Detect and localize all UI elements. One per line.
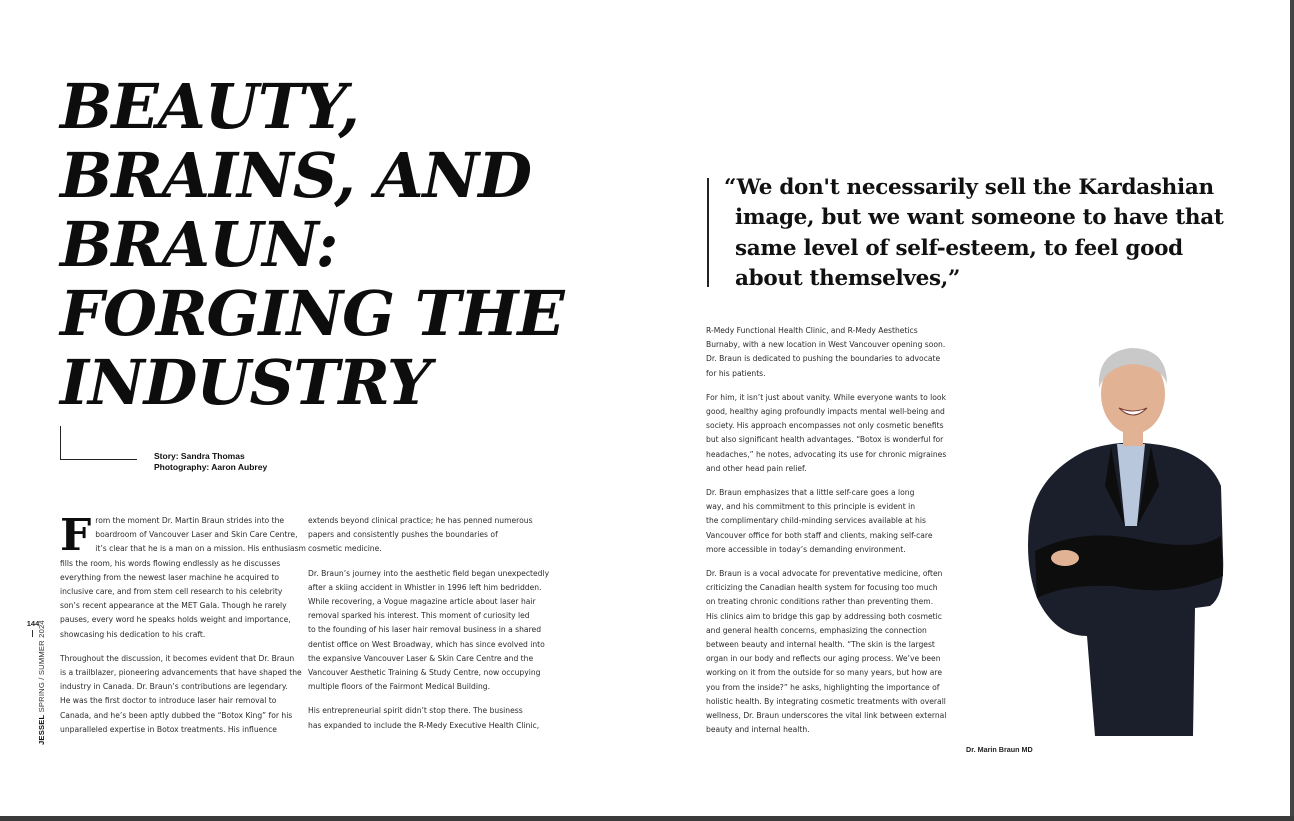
text-line: you from the inside?” he asks, highlighting the importance of bbox=[706, 682, 940, 692]
text-line: the expansive Vancouver Laser & Skin Care Centre and the bbox=[308, 653, 534, 663]
paragraph bbox=[308, 514, 553, 557]
text-line: way, and his commitment to this principle is evident in bbox=[706, 502, 916, 512]
text-line: organ in our body and reflects our aging process. We’ve been bbox=[706, 654, 941, 664]
title-line: FORGING THE bbox=[60, 277, 564, 350]
text-line: unparalleled expertise in Botox treatments. His influence bbox=[60, 724, 277, 734]
text-line: society. His approach encompasses not only cosmetic benefits bbox=[706, 421, 944, 431]
text-line: Burnaby, with a new location in West Vancouver opening soon. bbox=[706, 340, 946, 350]
paragraph bbox=[706, 391, 951, 476]
text-line: the complimentary child-minding services available at his bbox=[706, 516, 926, 526]
paragraph bbox=[308, 704, 553, 732]
text-line: after a skiing accident in Whistler in 1996 left him bedridden. bbox=[308, 582, 542, 592]
text-line: fills the room, his words flowing endlessly as he discusses bbox=[60, 558, 281, 568]
paragraph bbox=[706, 486, 951, 557]
running-head-text bbox=[37, 620, 46, 745]
issue-label: SPRING / SUMMER 2024 bbox=[37, 620, 46, 715]
photo-caption: Dr. Marin Braun MD bbox=[966, 745, 1033, 754]
text-line: dentist office on West Broadway, which has since evolved into bbox=[308, 639, 545, 649]
text-line: has expanded to include the R-Medy Executive Health Clinic, bbox=[308, 720, 540, 730]
bottom-rule bbox=[0, 816, 1294, 821]
pullquote-rule bbox=[707, 178, 709, 287]
photography-credit: Photography: Aaron Aubrey bbox=[154, 462, 268, 472]
text-line: industry in Canada. Dr. Braun’s contributions are legendary. bbox=[60, 682, 288, 692]
title-line: BEAUTY, bbox=[60, 70, 359, 143]
text-line: extends beyond clinical practice; he has penned numerous bbox=[308, 516, 533, 525]
text-line: good, healthy aging profoundly impacts mental well-being and bbox=[706, 407, 945, 417]
portrait-photo bbox=[1025, 336, 1225, 736]
text-line: Vancouver Aesthetic Training & Study Centre, now occupying bbox=[308, 668, 541, 678]
text-line: Dr. Braun’s journey into the aesthetic field began unexpectedly bbox=[308, 568, 550, 578]
pullquote-line: “We don't necessarily sell the Kardashian bbox=[724, 175, 1214, 200]
text-line: For him, it isn’t just about vanity. While everyone wants to look bbox=[706, 392, 946, 402]
text-line: Vancouver office for both staff and clients, making self-care bbox=[706, 530, 933, 540]
text-line: multiple floors of the Fairmont Medical Building. bbox=[308, 682, 490, 692]
text-line: to the founding of his laser hair removal business in a shared bbox=[308, 625, 542, 635]
text-line: He was the first doctor to introduce laser hair removal to bbox=[60, 696, 277, 706]
text-line: and other head pain relief. bbox=[706, 463, 807, 473]
magazine-name: JESSEL bbox=[37, 714, 46, 745]
pullquote-line: image, but we want someone to have that bbox=[735, 205, 1224, 231]
text-line: criticizing the Canadian health system for focusing too much bbox=[706, 583, 938, 593]
text-line: holistic health. By integrating cosmetic treatments with overall bbox=[706, 696, 946, 706]
text-line: While recovering, a Vogue magazine article about laser hair bbox=[308, 597, 536, 607]
text-line: R-Medy Functional Health Clinic, and R-Medy Aesthetics bbox=[706, 326, 918, 335]
text-line: beauty and internal health. bbox=[706, 725, 810, 735]
text-line: everything from the newest laser machine he acquired to bbox=[60, 572, 280, 582]
text-line: between beauty and internal health. “The skin is the largest bbox=[706, 640, 935, 650]
text-line: Canada, and he’s been aptly dubbed the “Botox King” for his bbox=[60, 710, 293, 720]
text-line: more accessible in today’s demanding environment. bbox=[706, 544, 906, 554]
text-line: Dr. Braun emphasizes that a little self-care goes a long bbox=[706, 488, 915, 498]
article-title bbox=[60, 72, 620, 417]
title-line: INDUSTRY bbox=[60, 346, 431, 419]
text-line: son’s recent appearance at the MET Gala. Though he rarely bbox=[60, 601, 287, 611]
text-line: Throughout the discussion, it becomes evident that Dr. Braun bbox=[60, 653, 295, 663]
text-line: wellness, Dr. Braun underscores the vital link between external bbox=[706, 711, 947, 721]
pullquote-line: about themselves,” bbox=[735, 266, 961, 292]
story-credit: Story: Sandra Thomas bbox=[154, 451, 245, 461]
paragraph bbox=[706, 567, 951, 737]
page-edge bbox=[1290, 0, 1294, 816]
body-column-2 bbox=[308, 514, 553, 743]
text-line: for his patients. bbox=[706, 368, 766, 378]
text-line: but also significant health advantages. “Botox is wonderful for bbox=[706, 435, 944, 445]
pullquote-line: same level of self-esteem, to feel good bbox=[735, 235, 1183, 261]
text-line: pauses, every word he speaks holds weight and importance, bbox=[60, 615, 291, 625]
folio-divider bbox=[32, 630, 33, 637]
drop-cap: F bbox=[60, 510, 92, 561]
running-head bbox=[37, 620, 47, 745]
text-line: removal sparked his interest. This moment of curiosity led bbox=[308, 611, 530, 621]
text-line: Dr. Braun is a vocal advocate for preventative medicine, often bbox=[706, 569, 943, 579]
text-line: it’s clear that he is a man on a mission. His enthusiasm bbox=[95, 544, 306, 554]
paragraph bbox=[308, 567, 553, 695]
text-line: papers and consistently pushes the boundaries of bbox=[308, 530, 498, 540]
body-column-3 bbox=[706, 324, 951, 747]
hand bbox=[1051, 550, 1079, 566]
text-line: His clinics aim to bridge this gap by addressing both cosmetic bbox=[706, 611, 942, 621]
body-column-1 bbox=[60, 510, 306, 747]
title-line: BRAUN: bbox=[60, 208, 338, 281]
pullquote bbox=[724, 173, 1224, 295]
text-line: boardroom of Vancouver Laser and Skin Care Centre, bbox=[95, 530, 298, 540]
text-line: headaches,” he notes, advocating its use for chronic migraines bbox=[706, 449, 947, 459]
paragraph bbox=[60, 652, 300, 737]
text-line: on treating chronic conditions rather than preventing them. bbox=[706, 597, 934, 607]
text-line: rom the moment Dr. Martin Braun strides into the bbox=[95, 516, 285, 525]
title-line: BRAINS, AND bbox=[60, 139, 531, 212]
credits bbox=[154, 451, 267, 473]
text-line: His entrepreneurial spirit didn’t stop there. The business bbox=[308, 706, 523, 716]
text-line: and general health concerns, emphasizing the connection bbox=[706, 625, 927, 635]
text-line: cosmetic medicine. bbox=[308, 544, 382, 554]
text-line: Dr. Braun is dedicated to pushing the boundaries to advocate bbox=[706, 354, 941, 364]
text-line: showcasing his dedication to his craft. bbox=[60, 629, 206, 639]
credit-bracket bbox=[60, 426, 137, 460]
text-line: inclusive care, and from stem cell research to his celebrity bbox=[60, 587, 283, 597]
page-number: 144 bbox=[26, 619, 40, 628]
paragraph bbox=[60, 510, 306, 642]
text-line: working on it from the outside for so many years, but how are bbox=[706, 668, 943, 678]
text-line: is a trailblazer, pioneering advancements that have shaped the bbox=[60, 668, 302, 678]
paragraph bbox=[706, 324, 951, 381]
